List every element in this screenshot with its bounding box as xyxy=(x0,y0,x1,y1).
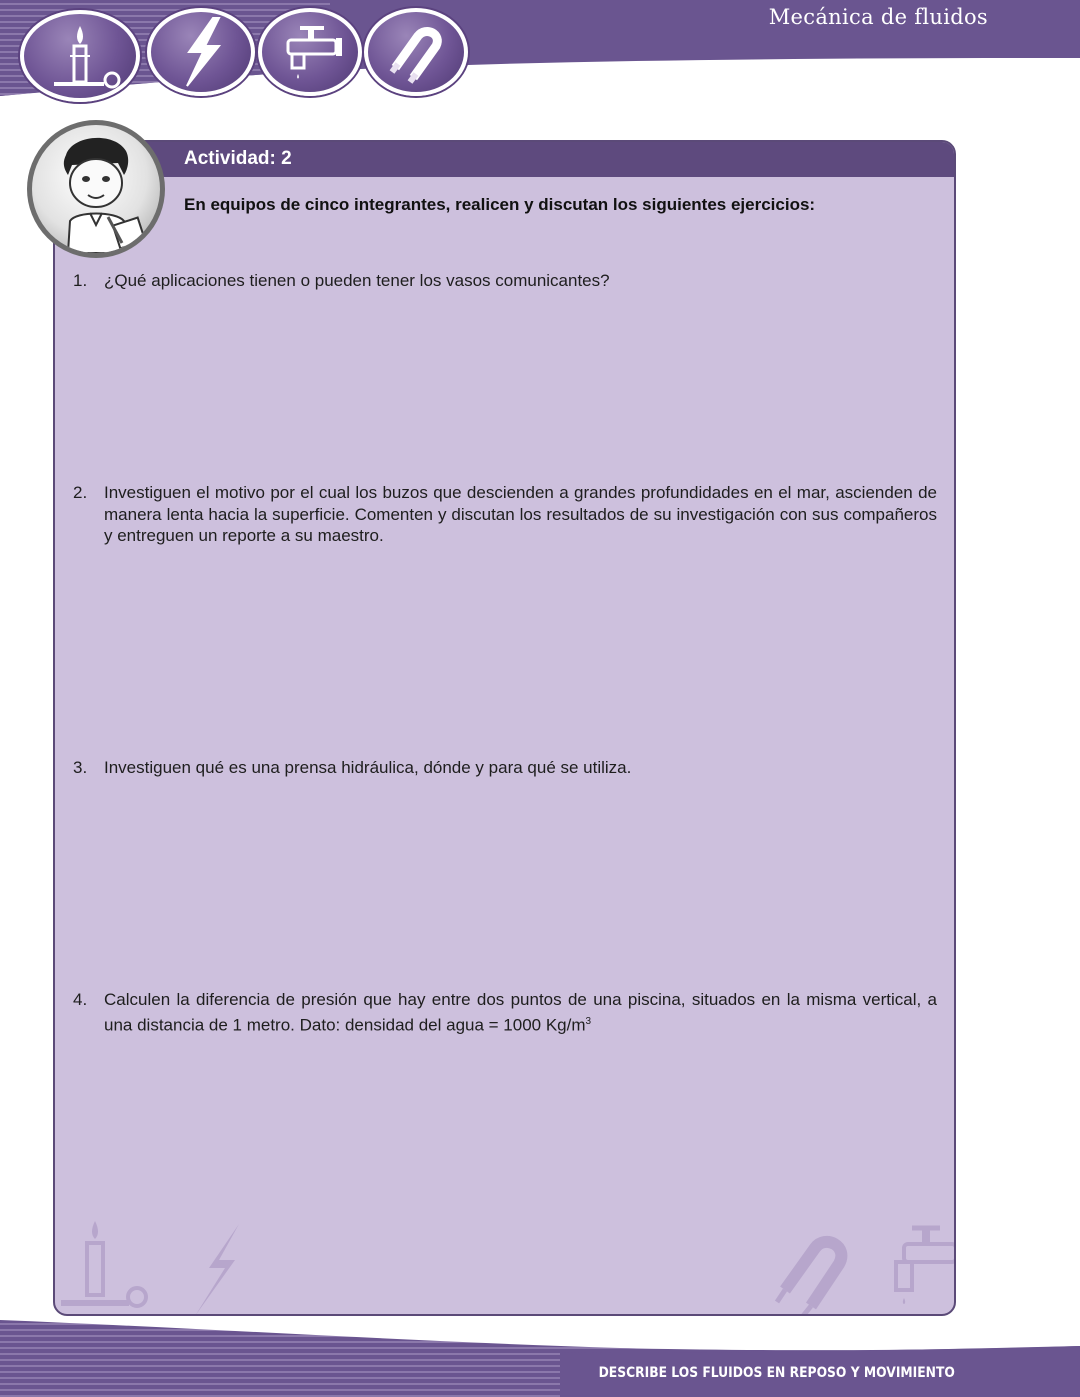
question-number: 2. xyxy=(73,483,88,502)
question-item xyxy=(73,757,937,779)
header-title: Mecánica de fluidos xyxy=(768,5,988,29)
faucet-icon xyxy=(258,8,362,96)
magnet-icon xyxy=(364,8,468,96)
question-item xyxy=(73,989,937,1036)
question-item xyxy=(73,482,937,547)
question-text xyxy=(104,989,937,1036)
question-number: 4. xyxy=(73,990,88,1009)
activity-header-bar xyxy=(55,142,954,177)
magnet-watermark-icon xyxy=(765,1222,855,1316)
question-text-body: Calculen la diferencia de presión que hay entre dos puntos de una piscina, situados en la misma vertical, a una distancia de 1 metro. Dato: densidad del agua = 1000 Kg/m xyxy=(104,990,937,1035)
question-text: Investiguen el motivo por el cual los buzos que descienden a grandes profundidades en el mar, ascienden de manera lenta hacia la superficie. Comenten y discutan los resultados de su investigación con sus compañeros y entreguen un reporte a su maestro. xyxy=(104,483,937,545)
lightning-icon xyxy=(147,8,255,96)
question-text: ¿Qué aplicaciones tienen o pueden tener los vasos comunicantes? xyxy=(104,271,610,290)
activity-title: Actividad: 2 xyxy=(184,148,292,169)
candle-watermark-icon xyxy=(57,1217,152,1316)
question-number: 1. xyxy=(73,271,88,290)
candle-icon xyxy=(20,10,140,102)
footer-text: DESCRIBE LOS FLUIDOS EN REPOSO Y MOVIMIENTO xyxy=(598,1365,955,1381)
activity-panel xyxy=(53,140,956,1316)
lightning-watermark-icon xyxy=(187,1222,247,1316)
footer-banner xyxy=(0,1320,1080,1397)
faucet-watermark-icon xyxy=(890,1222,956,1316)
activity-instructions: En equipos de cinco integrantes, realicen y discutan los siguientes ejercicios: xyxy=(184,195,816,214)
question-text: Investiguen qué es una prensa hidráulica, dónde y para qué se utiliza. xyxy=(104,758,632,777)
question-item xyxy=(73,270,937,292)
unit-superscript: 3 xyxy=(585,1015,592,1027)
question-number: 3. xyxy=(73,758,88,777)
student-avatar xyxy=(27,120,165,258)
